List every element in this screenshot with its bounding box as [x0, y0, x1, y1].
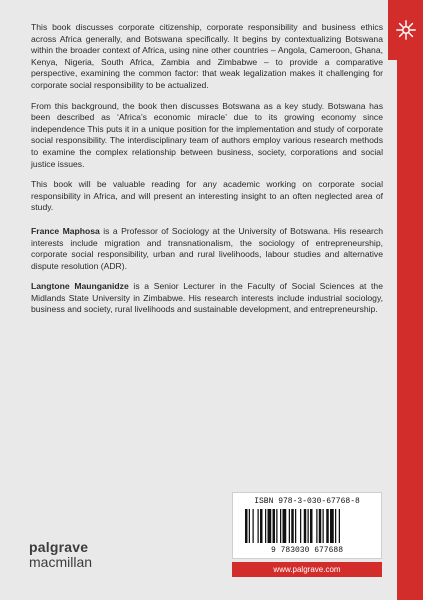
barcode-box	[232, 492, 382, 559]
blurb-paragraph-2: From this background, the book then discusses Botswana as a key study. Botswana has been described as ‘Africa’s economic miracle’ due to its growing economy since independence This puts it in a unique position for the implementation and study of corporate social responsibility. The interdisciplinary team of authors employ various research methods to examine the complex relationship between business, society, corporations and social justice issues.	[31, 100, 383, 169]
barcode-icon	[245, 509, 369, 543]
isbn-label: ISBN 978-3-030-67768-8	[254, 497, 360, 506]
author-bio-1	[31, 226, 383, 272]
blurb	[31, 22, 383, 325]
publisher-name-macmillan: macmillan	[29, 554, 93, 570]
author-bio-text-1: is a Professor of Sociology at the University of Botswana. His research interests include migration and transnationalism, the sociology of entrepreneurship, corporate social responsibility, urban and rural livelihoods, labour studies and alternative dispute resolution (ADR).	[31, 225, 383, 271]
publisher-logo	[29, 540, 92, 570]
author-name-2: Langtone Maunganidze	[31, 281, 129, 292]
palgrave-star-logo-icon	[395, 19, 417, 41]
blurb-paragraph-3: This book will be valuable reading for any academic working on corporate social responsibility in Africa, and will present an interesting insight to an often neglected area of study.	[31, 179, 383, 213]
publisher-name-palgrave: palgrave	[29, 539, 89, 555]
author-name-1: France Maphosa	[31, 225, 100, 236]
barcode-digits: 9 783030 677688	[270, 546, 343, 555]
red-spine	[397, 0, 423, 600]
author-bio-2	[31, 281, 383, 316]
author-bio-text-2: is a Senior Lecturer in the Faculty of Social Sciences at the Midlands State University in Zimbabwe. His research interests include industrial sociology, business and society, rural livelihoods and sustainable development, and entrepreneurship.	[31, 281, 383, 315]
blurb-paragraph-1: This book discusses corporate citizenship, corporate responsibility and business ethics across Africa generally, and Botswana specifically. It begins by contextualizing Botswana within the broader context of Africa, using nine other countries – Angola, Cameroon, Ghana, Kenya, Nigeria, South Africa, Zambia and Zimbabwe – to provide a comparative perspective, examining the common factor: that weak legalization makes it challenging for corporate social responsibility to be actualized.	[31, 22, 383, 90]
corner-logo	[388, 0, 423, 60]
website-link[interactable]: www.palgrave.com	[232, 562, 382, 577]
